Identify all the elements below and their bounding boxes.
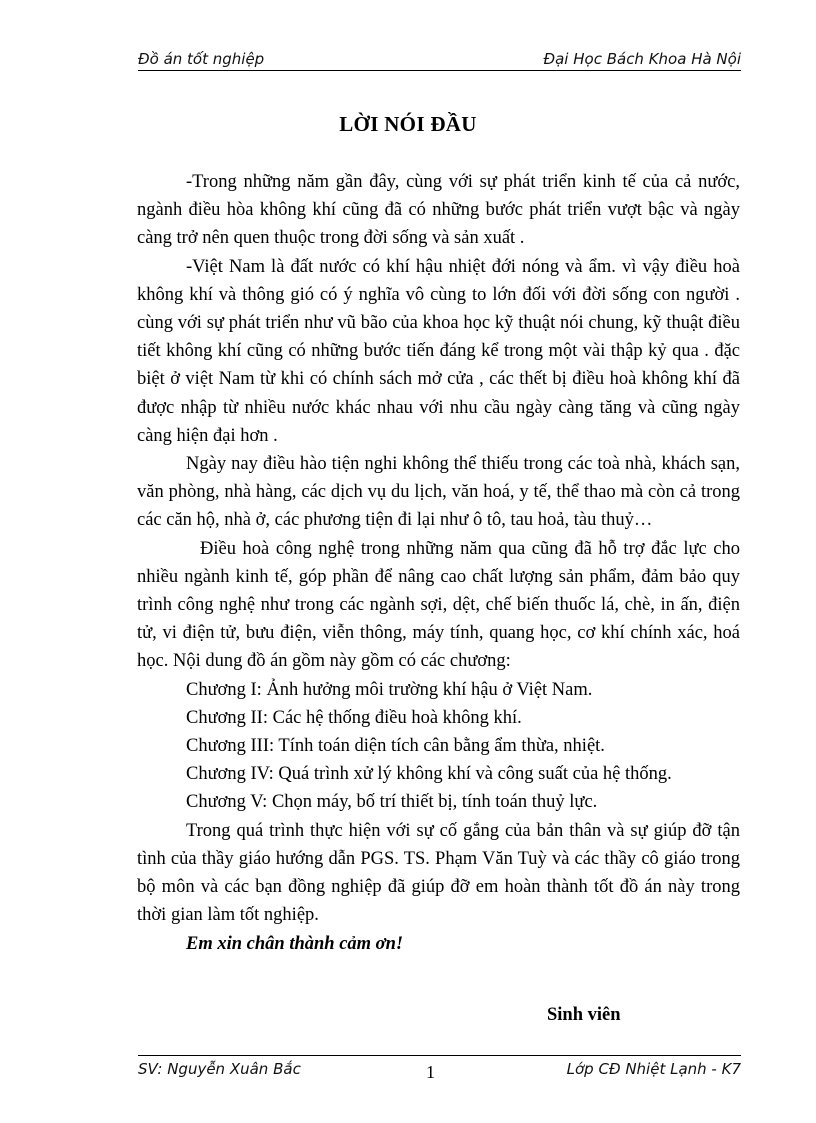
page-number: 1 bbox=[426, 1062, 435, 1082]
page-title: LỜI NÓI ĐẦU bbox=[339, 112, 477, 136]
paragraph: -Việt Nam là đất nước có khí hậu nhiệt đới nóng và ẩm. vì vậy điều hoà không khí và thông gió có ý nghĩa vô cùng to lớn đối với đời sống con người . cùng với sự phát triển như vũ bão của khoa học kỹ thuật nói chung, kỹ thuật điều tiết không khí cũng có những bước tiến đáng kể trong một vài thập kỷ qua . đặc biệt ở việt Nam từ khi có chính sách mở cửa , các thết bị điều hoà không khí đã được nhập từ nhiều nước khác nhau với nhu cầu ngày càng tăng và cũng ngày càng hiện đại hơn . bbox=[137, 256, 740, 446]
page-header bbox=[138, 48, 741, 71]
thanks-line: Em xin chân thành cảm ơn! bbox=[186, 934, 404, 955]
header-university: Đại Học Bách Khoa Hà Nội bbox=[543, 50, 741, 68]
chapter-item: Chương II: Các hệ thống điều hoà không khí. bbox=[186, 707, 522, 728]
paragraph: -Trong những năm gần đây, cùng với sự phát triển kinh tế của cả nước, ngành điều hòa không khí cũng đã có những bước phát triển vượt bậc và ngày càng trở nên quen thuộc trong đời sống và sản xuất . bbox=[137, 172, 740, 249]
chapter-item: Chương III: Tính toán diện tích cân bằng ẩm thừa, nhiệt. bbox=[186, 736, 605, 757]
closing-paragraph: Trong quá trình thực hiện với sự cố gắng của bản thân và sự giúp đỡ tận tình của thầy giáo hướng dẫn PGS. TS. Phạm Văn Tuỳ và các thầy cô giáo trong bộ môn và các bạn đồng nghiệp đã giúp đỡ em hoàn thành tốt đồ án này trong thời gian làm tốt nghiệp. bbox=[137, 820, 740, 926]
footer-student: SV: Nguyễn Xuân Bắc bbox=[138, 1060, 301, 1078]
paragraph: Điều hoà công nghệ trong những năm qua cũng đã hỗ trợ đắc lực cho nhiều ngành kinh tế, góp phần để nâng cao chất lượng sản phẩm, đảm bảo quy trình công nghệ như trong các ngành sợi, dệt, chế biến thuốc lá, chè, in ấn, điện tử, vi điện tử, bưu điện, viễn thông, máy tính, quang học, cơ khí chính xác, hoá học. Nội dung đồ án gồm này gồm có các chương: bbox=[137, 538, 740, 672]
paragraph: Ngày nay điều hào tiện nghi không thể thiếu trong các toà nhà, khách sạn, văn phòng, nhà hàng, các dịch vụ du lịch, văn hoá, y tế, thể thao mà còn cả trong các căn hộ, nhà ở, các phương tiện đi lại như ô tô, tau hoả, tàu thuỷ… bbox=[137, 454, 740, 531]
chapter-item: Chương IV: Quá trình xử lý không khí và công suất của hệ thống. bbox=[186, 764, 672, 785]
chapter-item: Chương V: Chọn máy, bố trí thiết bị, tính toán thuỷ lực. bbox=[186, 792, 598, 813]
footer-class: Lớp CĐ Nhiệt Lạnh - K7 bbox=[566, 1060, 741, 1078]
chapter-item: Chương I: Ảnh hưởng môi trường khí hậu ở Việt Nam. bbox=[186, 679, 593, 700]
page-footer bbox=[138, 1055, 741, 1084]
document-body bbox=[137, 168, 740, 959]
signature-label: Sinh viên bbox=[547, 1005, 621, 1025]
header-doc-type: Đồ án tốt nghiệp bbox=[138, 50, 265, 68]
